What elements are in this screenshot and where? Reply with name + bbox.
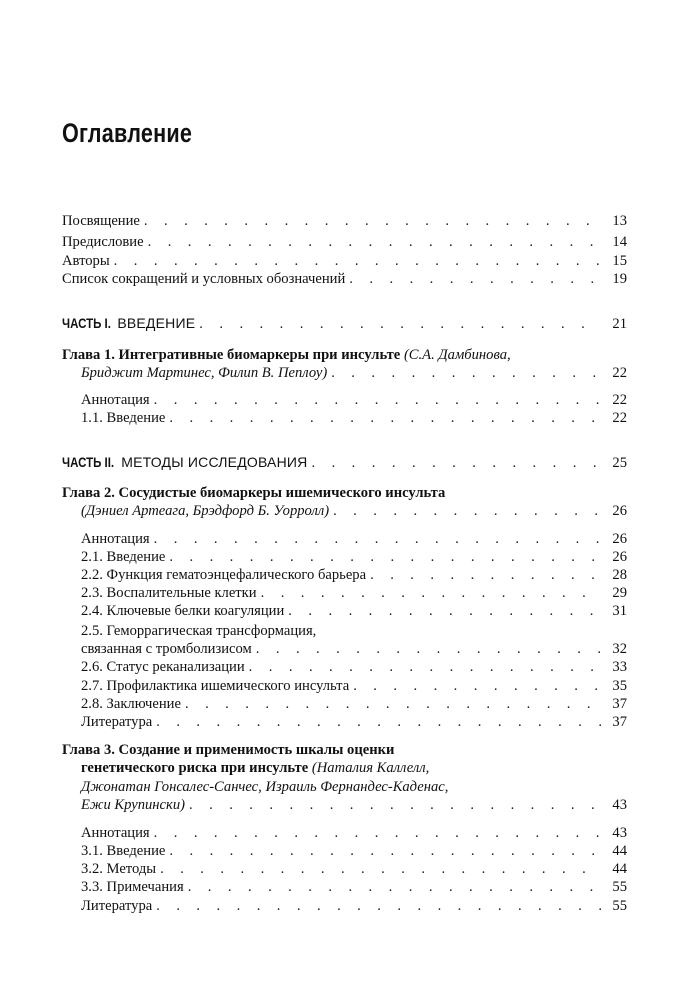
leader-dots <box>333 502 602 520</box>
leader-dots <box>160 860 602 878</box>
leader-dots <box>288 602 602 620</box>
toc-page-number: 35 <box>612 678 627 694</box>
leader-dots <box>189 796 602 814</box>
chapter-authors: Джонатан Гонсалес-Санчес, Израиль Фернандес-Каденас, <box>81 779 449 795</box>
toc-page-number: 43 <box>612 797 627 813</box>
toc-entry-preface[interactable] <box>62 233 627 251</box>
toc-entry[interactable] <box>81 391 627 409</box>
toc-page-number: 22 <box>612 392 627 408</box>
toc-chapter-2-heading[interactable] <box>62 484 627 502</box>
toc-entry-text: Авторы <box>62 253 110 269</box>
leader-dots <box>349 270 602 288</box>
toc-entry-text: 2.1. Введение <box>81 549 166 565</box>
toc-entry-continued[interactable] <box>81 640 627 658</box>
toc-entry[interactable] <box>81 677 627 695</box>
part-name: МЕТОДЫ ИССЛЕДОВАНИЯ <box>121 454 308 470</box>
toc-entry-text: Литература <box>81 714 153 730</box>
toc-entry[interactable] <box>81 658 627 676</box>
toc-entry-text: 1.1. Введение <box>81 410 166 426</box>
toc-page-number: 43 <box>612 825 627 841</box>
toc-page-number: 44 <box>612 843 627 859</box>
toc-entry-text: Предисловие <box>62 234 144 250</box>
toc-entry[interactable] <box>81 602 627 620</box>
toc-entry[interactable] <box>81 584 627 602</box>
leader-dots <box>169 548 602 566</box>
toc-entry-text: 2.4. Ключевые белки коагуляции <box>81 603 285 619</box>
toc-part-1[interactable] <box>62 314 627 333</box>
leader-dots <box>114 252 602 270</box>
toc-page-number: 32 <box>612 641 627 657</box>
toc-entry-dedication[interactable] <box>62 212 627 230</box>
toc-entry[interactable] <box>81 695 627 713</box>
toc-entry-text: 2.7. Профилактика ишемического инсульта <box>81 678 350 694</box>
toc-entry-text: Аннотация <box>81 392 150 408</box>
toc-page-number: 14 <box>612 234 627 250</box>
toc-entry-text: Аннотация <box>81 825 150 841</box>
chapter-authors: (Дэниел Артеага, Брэдфорд Б. Уорролл) <box>81 503 330 519</box>
toc-entry-text: 2.3. Воспалительные клетки <box>81 585 257 601</box>
toc-entry-authors[interactable] <box>62 252 627 270</box>
toc-page-number: 26 <box>612 549 627 565</box>
toc-entry-text: Литература <box>81 898 153 914</box>
toc-entry-text: 2.6. Статус реканализации <box>81 659 245 675</box>
toc-chapter-1-heading[interactable] <box>62 346 627 364</box>
toc-page-number: 55 <box>612 898 627 914</box>
part-label: ЧАСТЬ II. <box>62 454 115 470</box>
leader-dots <box>261 584 602 602</box>
leader-dots <box>370 566 602 584</box>
leader-dots <box>353 677 602 695</box>
toc-page-number: 21 <box>612 316 627 332</box>
toc-part-2[interactable] <box>62 453 627 472</box>
toc-entry[interactable] <box>81 878 627 896</box>
part-label: ЧАСТЬ I. <box>62 315 111 331</box>
toc-entry-text: 2.2. Функция гематоэнцефалического барьера <box>81 567 367 583</box>
toc-entry-text: 3.2. Методы <box>81 861 157 877</box>
leader-dots <box>185 695 602 713</box>
toc-page-number: 22 <box>612 365 627 381</box>
toc-entry[interactable] <box>81 548 627 566</box>
toc-entry-text: 3.1. Введение <box>81 843 166 859</box>
leader-dots <box>154 391 602 409</box>
chapter-authors: (Наталия Каллелл, <box>311 760 430 776</box>
toc-entry-abbreviations[interactable] <box>62 270 627 288</box>
leader-dots <box>148 233 602 251</box>
toc-entry-text: 2.5. Геморрагическая трансформация, <box>81 623 317 639</box>
toc-page-number: 26 <box>612 503 627 519</box>
toc-page-number: 26 <box>612 531 627 547</box>
toc-entry-text: связанная с тромболизисом <box>81 641 252 657</box>
toc-entry[interactable] <box>81 824 627 842</box>
toc-chapter-2-authors[interactable] <box>81 502 627 520</box>
toc-entry-text: 3.3. Примечания <box>81 879 184 895</box>
toc-chapter-3-heading[interactable] <box>62 741 627 759</box>
chapter-title: Глава 3. Создание и применимость шкалы оценки <box>62 742 395 758</box>
part-name: ВВЕДЕНИЕ <box>117 315 196 331</box>
leader-dots <box>249 658 602 676</box>
toc-page-number: 44 <box>612 861 627 877</box>
chapter-authors: Бриджит Мартинес, Филип В. Пеплоу) <box>81 365 328 381</box>
chapter-title: генетического риска при инсульте <box>81 760 309 776</box>
toc-page-number: 37 <box>612 714 627 730</box>
leader-dots <box>311 454 602 472</box>
leader-dots <box>154 824 602 842</box>
leader-dots <box>169 842 602 860</box>
toc-page-number: 55 <box>612 879 627 895</box>
chapter-authors: Ежи Крупински) <box>81 797 186 813</box>
leader-dots <box>256 640 602 658</box>
toc-page-number: 31 <box>612 603 627 619</box>
toc-entry[interactable] <box>81 860 627 878</box>
toc-entry[interactable] <box>81 713 627 731</box>
toc-entry[interactable] <box>81 409 627 427</box>
page-title: Оглавление <box>62 118 193 148</box>
toc-page-number: 13 <box>612 213 627 229</box>
toc-chapter-3-heading-cont[interactable] <box>81 759 627 777</box>
chapter-authors: (С.А. Дамбинова, <box>403 347 511 363</box>
toc-entry[interactable] <box>81 842 627 860</box>
toc-page-number: 19 <box>612 271 627 287</box>
toc-page-number: 33 <box>612 659 627 675</box>
toc-entry[interactable] <box>81 622 627 640</box>
leader-dots <box>156 713 602 731</box>
toc-entry-text: Аннотация <box>81 531 150 547</box>
toc-chapter-3-authors[interactable] <box>81 778 627 796</box>
toc-entry-text: Посвящение <box>62 213 140 229</box>
toc-page-number: 25 <box>612 455 627 471</box>
leader-dots <box>154 530 602 548</box>
toc-page-number: 22 <box>612 410 627 426</box>
chapter-title: Глава 1. Интегративные биомаркеры при инсульте <box>62 347 401 363</box>
leader-dots <box>331 364 602 382</box>
toc-entry-text: Список сокращений и условных обозначений <box>62 271 346 287</box>
toc-page-number: 29 <box>612 585 627 601</box>
chapter-title: Глава 2. Сосудистые биомаркеры ишемического инсульта <box>62 485 446 501</box>
toc-page-number: 37 <box>612 696 627 712</box>
toc-entry[interactable] <box>81 566 627 584</box>
leader-dots <box>169 409 602 427</box>
toc-chapter-3-authors-end[interactable] <box>81 796 627 814</box>
toc-entry[interactable] <box>81 530 627 548</box>
toc-page-number: 28 <box>612 567 627 583</box>
leader-dots <box>188 878 602 896</box>
toc-chapter-1-authors[interactable] <box>81 364 627 382</box>
leader-dots <box>156 897 602 915</box>
toc-page-number: 15 <box>612 253 627 269</box>
leader-dots <box>199 315 602 333</box>
toc-entry-text: 2.8. Заключение <box>81 696 181 712</box>
toc-entry[interactable] <box>81 897 627 915</box>
leader-dots <box>144 212 602 230</box>
